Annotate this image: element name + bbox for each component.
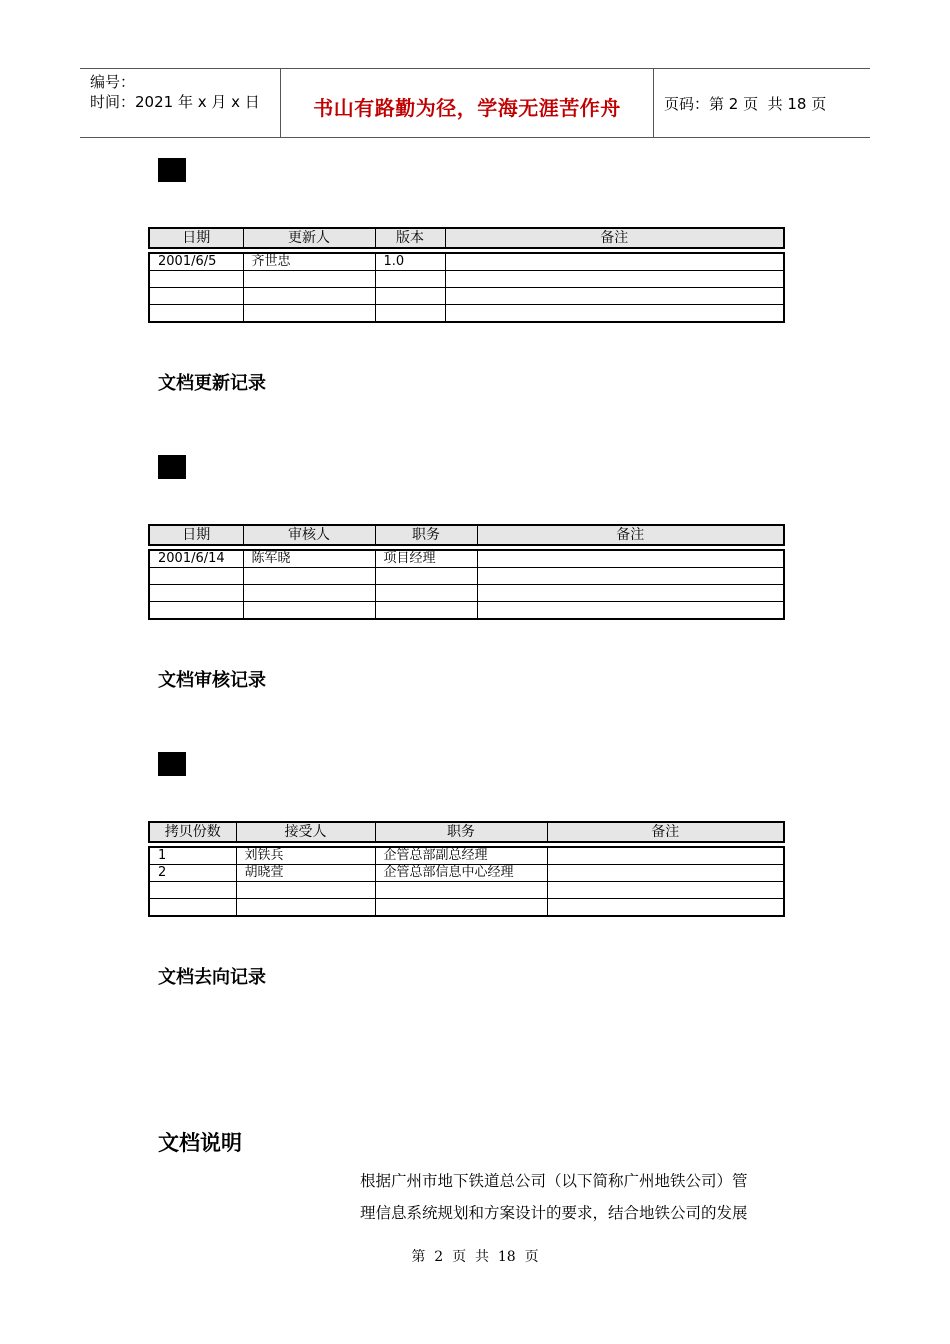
column-header: 更新人	[243, 228, 375, 248]
column-header: 版本	[375, 228, 445, 248]
paragraph-line: 根据广州市地下铁道总公司（以下简称广州地铁公司）管	[360, 1172, 748, 1190]
paragraph-line: 理信息系统规划和方案设计的要求，结合地铁公司的发展	[360, 1204, 748, 1222]
table-cell: 2001/6/5	[149, 253, 243, 271]
table-cell	[375, 585, 477, 602]
table-cell: 陈军晓	[243, 550, 375, 568]
table-cell	[243, 271, 375, 288]
column-header: 备注	[547, 822, 784, 842]
table-cell	[477, 568, 784, 585]
table-row	[149, 585, 784, 602]
page-footer: 第 2 页 共 18 页	[411, 1249, 539, 1265]
table-header-row	[149, 525, 784, 545]
table-cell	[375, 288, 445, 305]
table-cell	[149, 568, 243, 585]
table-cell	[477, 585, 784, 602]
table-cell: 企管总部副总经理	[375, 847, 547, 865]
table-cell	[375, 602, 477, 620]
distribution-record-table	[148, 821, 785, 917]
table-cell	[375, 882, 547, 899]
table-row	[149, 253, 784, 271]
table-cell: 胡晓萱	[236, 865, 375, 882]
column-header: 审核人	[243, 525, 375, 545]
table-row	[149, 602, 784, 620]
table-cell	[445, 271, 784, 288]
review-record-table	[148, 524, 785, 620]
column-header: 拷贝份数	[149, 822, 236, 842]
header-right-cell	[654, 69, 870, 137]
section-title-doc-description: 文档说明	[158, 1131, 242, 1155]
table-cell	[547, 882, 784, 899]
table-cell	[445, 305, 784, 323]
column-header: 备注	[477, 525, 784, 545]
section-title-update-record: 文档更新记录	[158, 373, 266, 394]
table-cell	[243, 568, 375, 585]
table-cell	[445, 288, 784, 305]
column-header: 职务	[375, 525, 477, 545]
header-center-cell	[281, 69, 654, 137]
page-header	[80, 68, 870, 138]
table-cell	[375, 899, 547, 917]
table-row	[149, 271, 784, 288]
update-record-table	[148, 227, 785, 323]
table-cell: 项目经理	[375, 550, 477, 568]
table-cell	[149, 899, 236, 917]
section-marker-square	[158, 752, 186, 776]
column-header: 职务	[375, 822, 547, 842]
table-cell	[445, 253, 784, 271]
table-cell	[243, 288, 375, 305]
doc-number-label: 编号：	[90, 73, 136, 91]
table-cell	[477, 550, 784, 568]
table-row	[149, 847, 784, 865]
table-cell	[375, 305, 445, 323]
table-cell	[547, 847, 784, 865]
table-row	[149, 899, 784, 917]
table-cell	[547, 865, 784, 882]
table-cell	[243, 305, 375, 323]
table-cell: 2	[149, 865, 236, 882]
doc-time-label: 时间：2021 年 x 月 x 日	[90, 93, 260, 111]
table-cell: 企管总部信息中心经理	[375, 865, 547, 882]
table-row	[149, 568, 784, 585]
table-cell: 齐世忠	[243, 253, 375, 271]
column-header: 日期	[149, 228, 243, 248]
table-cell	[149, 585, 243, 602]
table-row	[149, 305, 784, 323]
header-motto: 书山有路勤为径，学海无涯苦作舟	[313, 96, 621, 120]
table-cell	[547, 899, 784, 917]
table-cell: 刘铁兵	[236, 847, 375, 865]
table-row	[149, 865, 784, 882]
table-cell	[375, 568, 477, 585]
table-cell	[149, 602, 243, 620]
column-header: 接受人	[236, 822, 375, 842]
table-row	[149, 882, 784, 899]
table-cell	[149, 288, 243, 305]
table-cell: 2001/6/14	[149, 550, 243, 568]
table-cell	[236, 882, 375, 899]
table-row	[149, 288, 784, 305]
column-header: 备注	[445, 228, 784, 248]
column-header: 日期	[149, 525, 243, 545]
table-cell	[243, 585, 375, 602]
table-header-row	[149, 822, 784, 842]
section-title-review-record: 文档审核记录	[158, 670, 266, 691]
doc-description-paragraph	[360, 1165, 795, 1229]
table-cell	[243, 602, 375, 620]
header-left-cell	[80, 69, 281, 137]
table-cell	[236, 899, 375, 917]
section-marker-square	[158, 455, 186, 479]
section-title-distribution-record: 文档去向记录	[158, 967, 266, 988]
table-cell	[149, 271, 243, 288]
table-cell	[149, 882, 236, 899]
header-page-number: 页码：第 2 页 共 18 页	[664, 95, 827, 113]
table-row	[149, 550, 784, 568]
table-cell: 1.0	[375, 253, 445, 271]
table-cell: 1	[149, 847, 236, 865]
table-cell	[375, 271, 445, 288]
table-header-row	[149, 228, 784, 248]
table-cell	[149, 305, 243, 323]
table-cell	[477, 602, 784, 620]
section-marker-square	[158, 158, 186, 182]
